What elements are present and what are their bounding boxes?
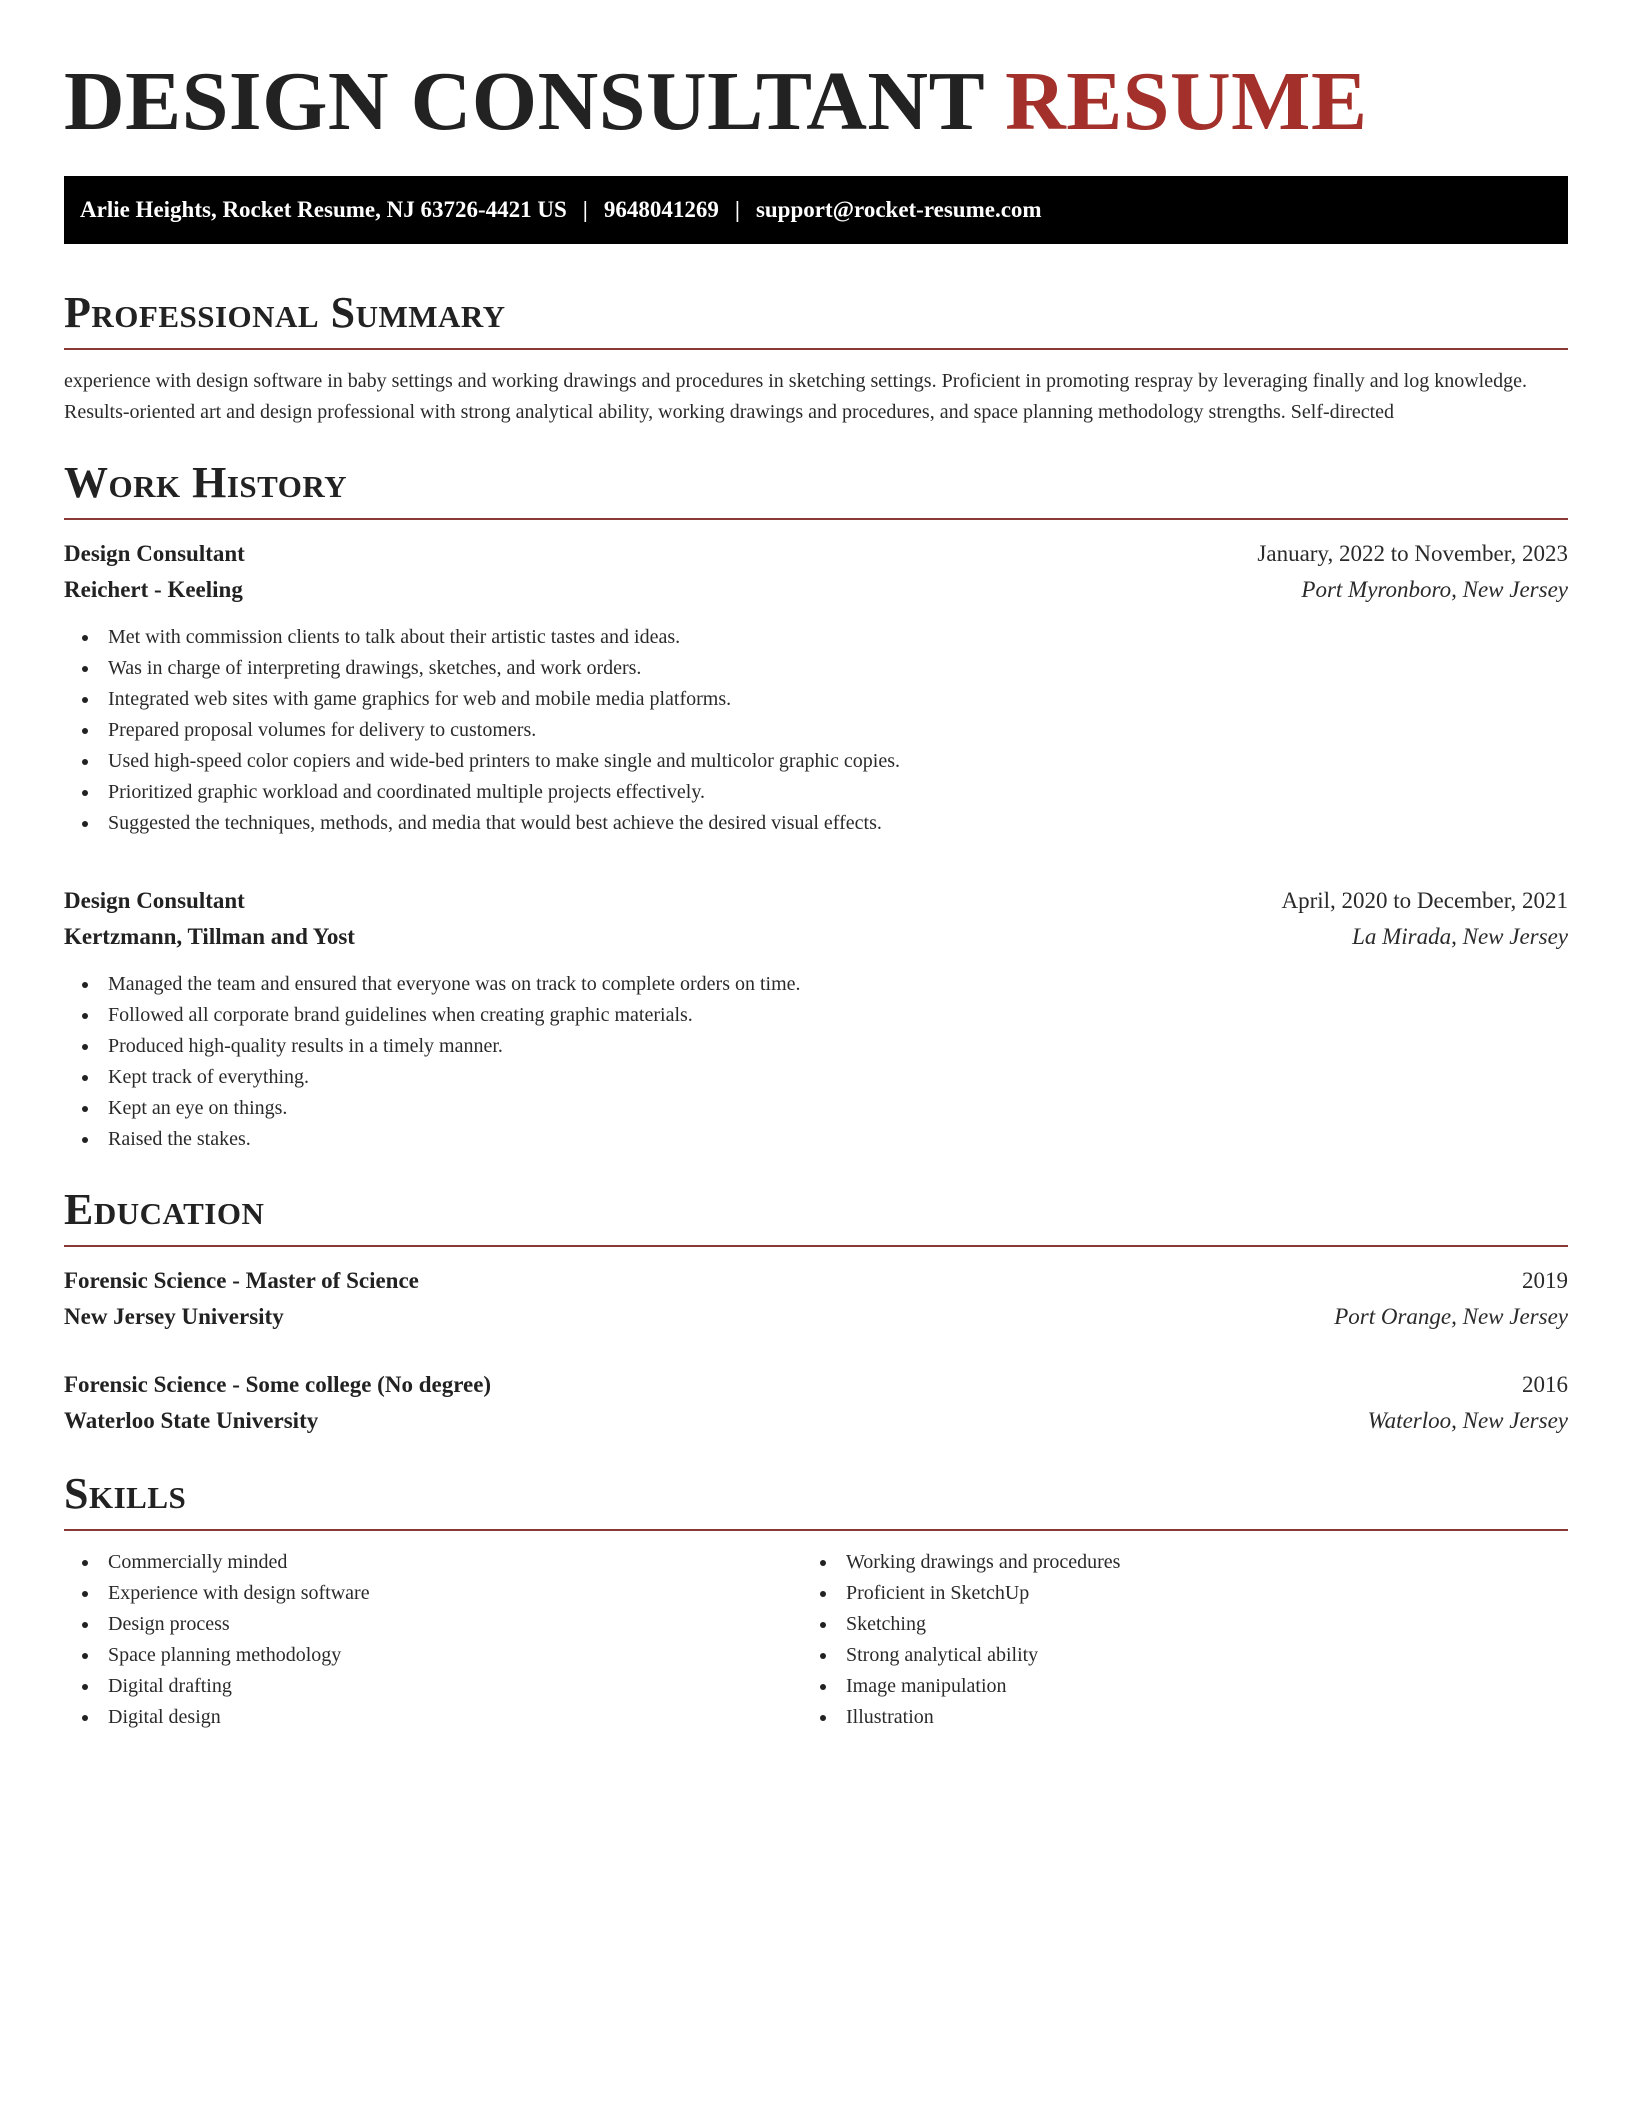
- list-item: Digital drafting: [108, 1671, 802, 1702]
- title-accent: RESUME: [1005, 55, 1368, 148]
- contact-phone: 9648041269: [603, 197, 719, 222]
- education-section: [64, 1183, 1568, 1439]
- list-item: Design process: [108, 1609, 802, 1640]
- list-item: Proficient in SketchUp: [846, 1578, 1540, 1609]
- education-school-row: [64, 1299, 1568, 1335]
- job-company-row: [64, 572, 1568, 608]
- job-company: Kertzmann, Tillman and Yost: [64, 924, 355, 949]
- section-divider: [64, 518, 1568, 520]
- list-item: Prepared proposal volumes for delivery to customers.: [108, 715, 1568, 746]
- list-item: Kept an eye on things.: [108, 1093, 1568, 1124]
- title-main: DESIGN CONSULTANT: [64, 55, 984, 148]
- section-divider: [64, 1529, 1568, 1531]
- contact-bar: [64, 176, 1568, 244]
- list-item: Integrated web sites with game graphics for web and mobile media platforms.: [108, 684, 1568, 715]
- skills-list: [64, 1547, 802, 1733]
- job-title: Design Consultant: [64, 541, 245, 566]
- section-title: Education: [64, 1185, 265, 1234]
- education-location: Port Orange, New Jersey: [1334, 1304, 1568, 1329]
- education-year: 2016: [1522, 1372, 1568, 1397]
- education-entry: [64, 1367, 1568, 1439]
- list-item: Experience with design software: [108, 1578, 802, 1609]
- contact-email: support@rocket-resume.com: [755, 197, 1042, 222]
- summary-section: [64, 286, 1568, 428]
- education-school: New Jersey University: [64, 1304, 284, 1329]
- skills-column-left: [64, 1547, 802, 1733]
- job-header-row: [64, 536, 1568, 572]
- list-item: Produced high-quality results in a timely manner.: [108, 1031, 1568, 1062]
- skills-grid: [64, 1547, 1568, 1733]
- job-company-row: [64, 919, 1568, 955]
- job-location: La Mirada, New Jersey: [1352, 924, 1568, 949]
- list-item: Raised the stakes.: [108, 1124, 1568, 1155]
- job-bullet-list: [64, 969, 1568, 1155]
- education-year: 2019: [1522, 1268, 1568, 1293]
- education-location: Waterloo, New Jersey: [1367, 1408, 1568, 1433]
- contact-address: Arlie Heights, Rocket Resume, NJ 63726-4421 US: [80, 197, 567, 222]
- education-entry: [64, 1263, 1568, 1335]
- job-bullet-list: [64, 622, 1568, 839]
- section-divider: [64, 1245, 1568, 1247]
- section-title: Professional Summary: [64, 288, 506, 337]
- job-dates: April, 2020 to December, 2021: [1281, 888, 1568, 913]
- list-item: Used high-speed color copiers and wide-bed printers to make single and multicolor graphic copies.: [108, 746, 1568, 777]
- section-title: Skills: [64, 1469, 187, 1518]
- work-history-section: [64, 456, 1568, 1155]
- list-item: Strong analytical ability: [846, 1640, 1540, 1671]
- list-item: Digital design: [108, 1702, 802, 1733]
- education-degree-row: [64, 1263, 1568, 1299]
- skills-column-right: [802, 1547, 1540, 1733]
- list-item: Was in charge of interpreting drawings, sketches, and work orders.: [108, 653, 1568, 684]
- education-degree-row: [64, 1367, 1568, 1403]
- summary-text: experience with design software in baby settings and working drawings and procedures in sketching settings. Proficient in promoting respray by leveraging finally and log knowledge. Results-oriented art and design professional with strong analytical ability, working drawings and procedures, and space planning methodology strengths. Self-directed: [64, 370, 1527, 423]
- list-item: Met with commission clients to talk about their artistic tastes and ideas.: [108, 622, 1568, 653]
- job-title: Design Consultant: [64, 888, 245, 913]
- skills-list: [802, 1547, 1540, 1733]
- education-school-row: [64, 1403, 1568, 1439]
- job-location: Port Myronboro, New Jersey: [1301, 577, 1568, 602]
- contact-separator: |: [582, 197, 588, 222]
- section-title: Work History: [64, 458, 348, 507]
- list-item: Sketching: [846, 1609, 1540, 1640]
- list-item: Followed all corporate brand guidelines when creating graphic materials.: [108, 1000, 1568, 1031]
- list-item: Commercially minded: [108, 1547, 802, 1578]
- list-item: Prioritized graphic workload and coordinated multiple projects effectively.: [108, 777, 1568, 808]
- job-entry: [64, 883, 1568, 1155]
- list-item: Kept track of everything.: [108, 1062, 1568, 1093]
- job-dates: January, 2022 to November, 2023: [1257, 541, 1568, 566]
- education-degree: Forensic Science - Master of Science: [64, 1268, 419, 1293]
- skills-section: [64, 1467, 1568, 1733]
- document-title: [64, 52, 1568, 152]
- list-item: Space planning methodology: [108, 1640, 802, 1671]
- job-header-row: [64, 883, 1568, 919]
- job-company: Reichert - Keeling: [64, 577, 243, 602]
- list-item: Image manipulation: [846, 1671, 1540, 1702]
- contact-separator: |: [734, 197, 740, 222]
- list-item: Suggested the techniques, methods, and media that would best achieve the desired visual effects.: [108, 808, 1568, 839]
- education-degree: Forensic Science - Some college (No degree): [64, 1372, 492, 1397]
- education-school: Waterloo State University: [64, 1408, 319, 1433]
- section-divider: [64, 348, 1568, 350]
- list-item: Working drawings and procedures: [846, 1547, 1540, 1578]
- list-item: Illustration: [846, 1702, 1540, 1733]
- list-item: Managed the team and ensured that everyone was on track to complete orders on time.: [108, 969, 1568, 1000]
- job-entry: [64, 536, 1568, 839]
